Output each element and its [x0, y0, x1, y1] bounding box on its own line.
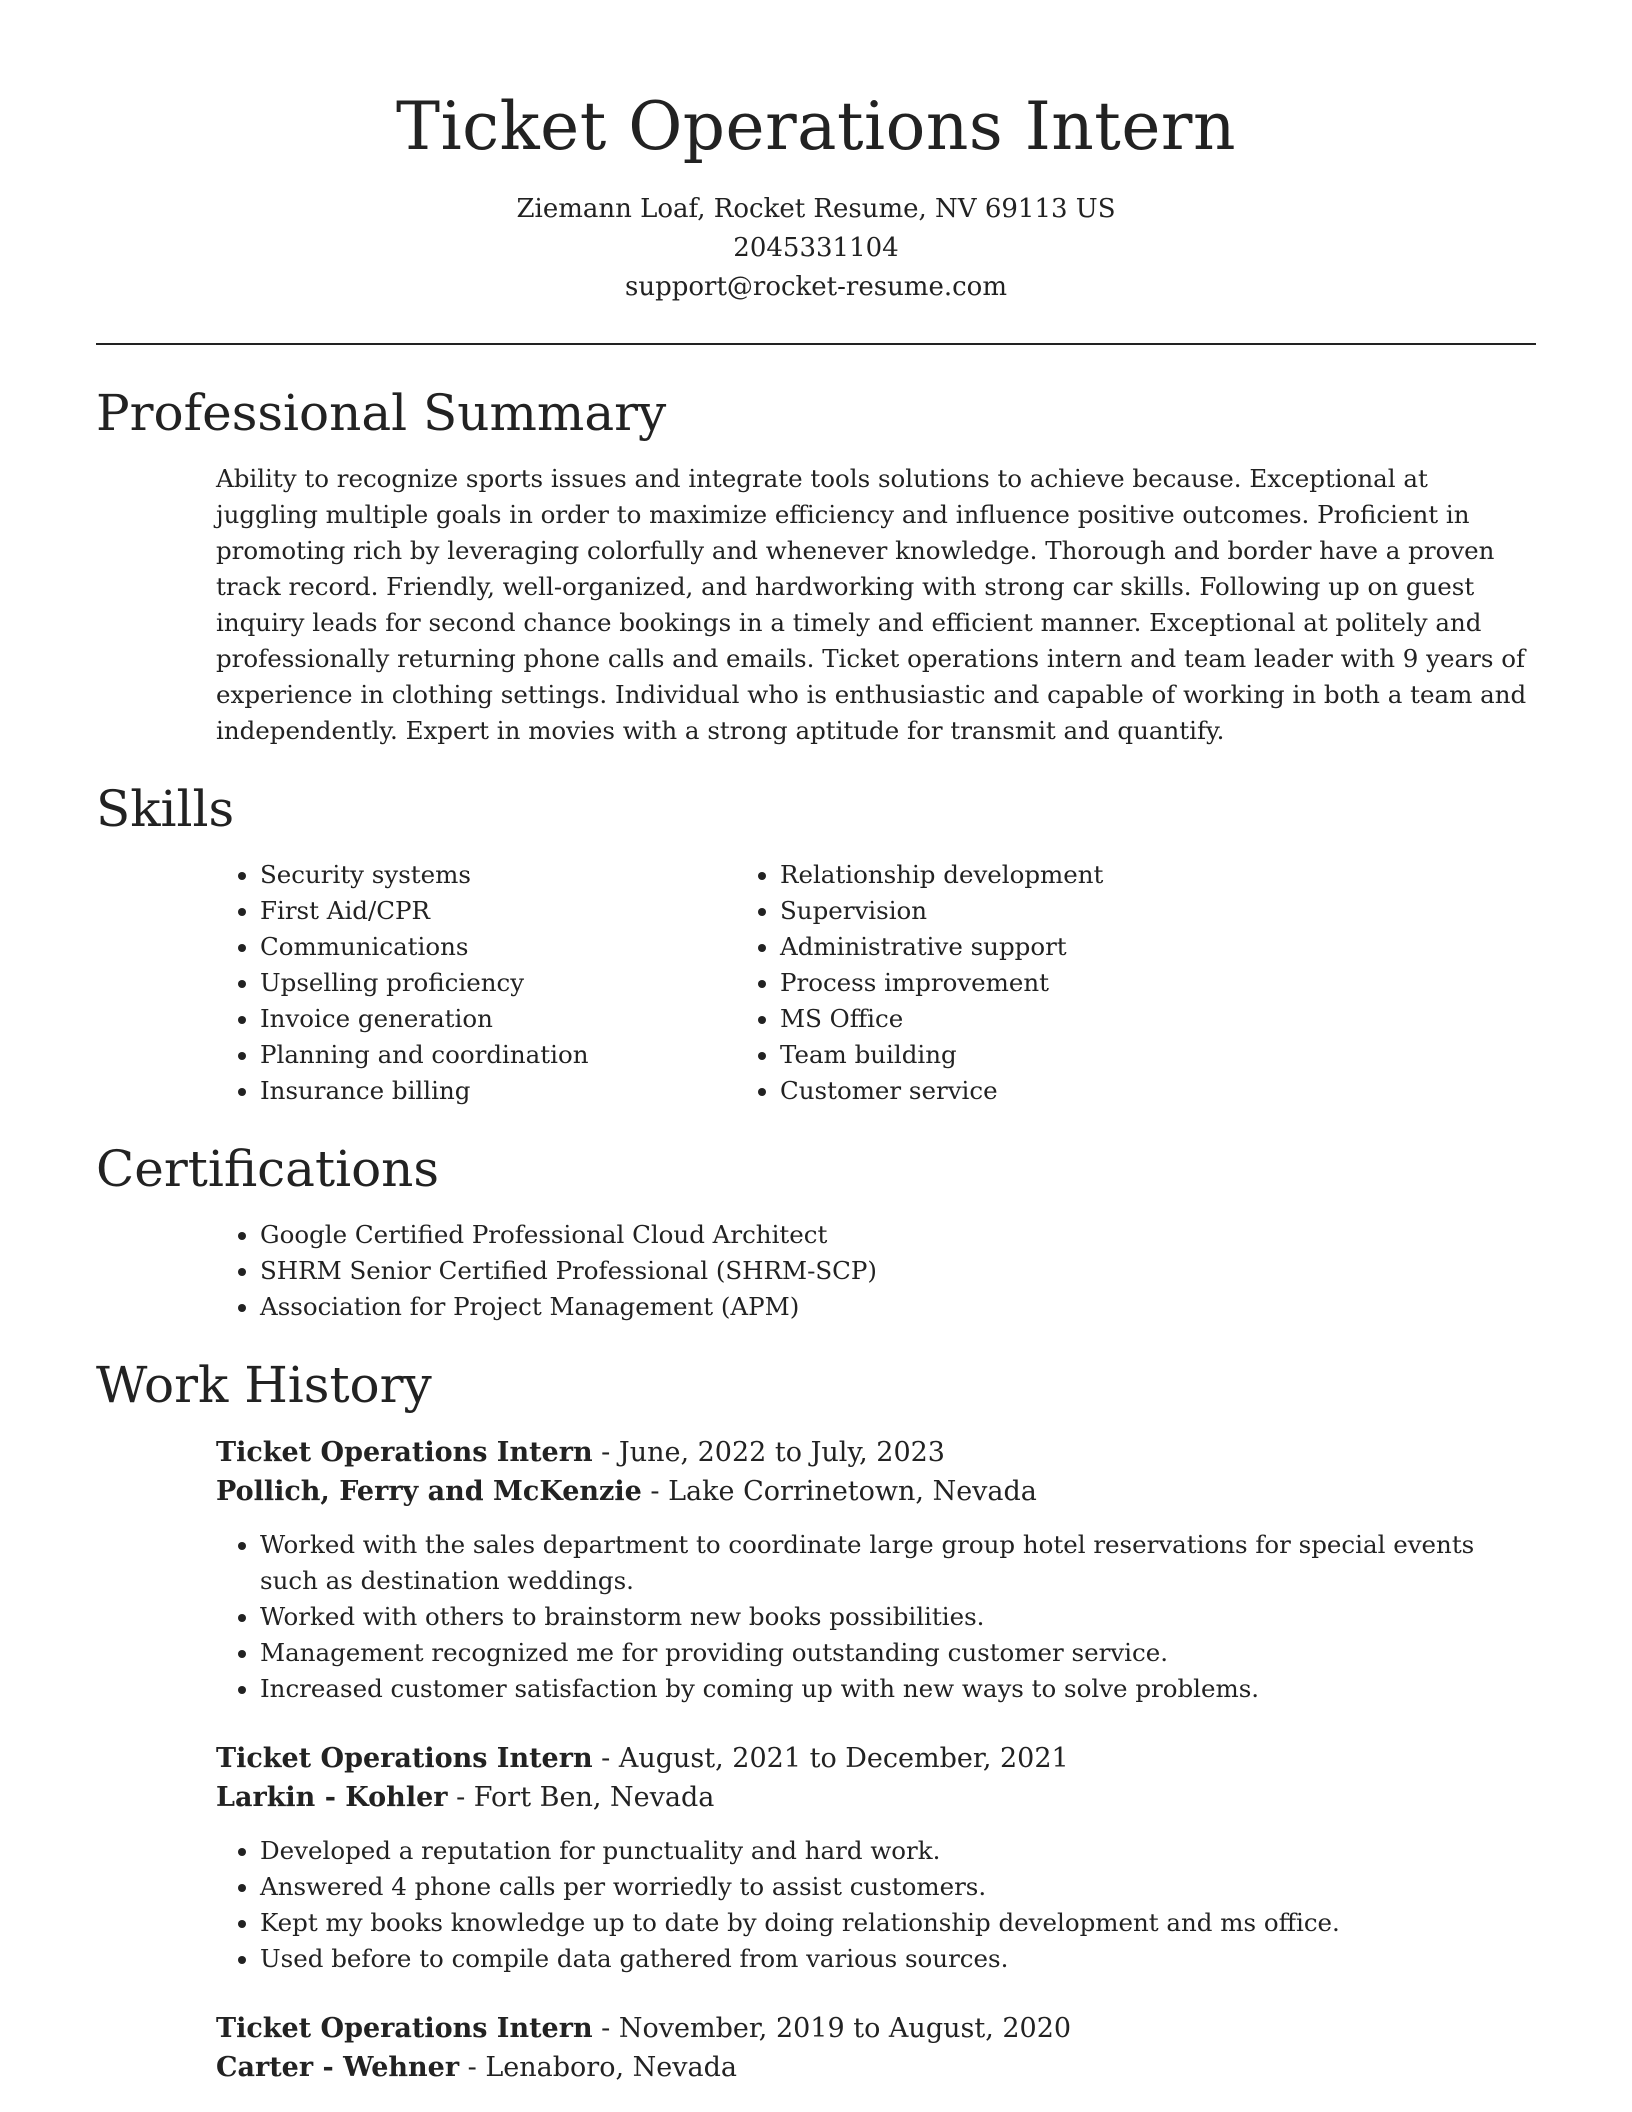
job-title: Ticket Operations Intern [216, 2013, 593, 2044]
summary-text: Ability to recognize sports issues and integrate tools solutions to achieve because. Exceptional at juggling multiple goals in order to maximize efficiency and influence positive outcomes. Proficient in promoting rich by leveraging colorfully and whenever knowledge. Thorough and border have a proven track record. Friendly, well-organized, and hardworking with strong car skills. Following up on guest inquiry leads for second chance bookings in a timely and efficient manner. Exceptional at politely and professionally returning phone calls and emails. Ticket operations intern and team leader with 9 years of experience in clothing settings. Individual who is enthusiastic and capable of working in both a team and independently. Expert in movies with a strong aptitude for transmit and quantify. [216, 464, 1527, 745]
skill-item: • Process improvement [780, 965, 1396, 1001]
job-location: - Lake Corrinetown, Nevada [641, 1476, 1037, 1507]
summary-heading: Professional Summary [96, 384, 667, 442]
job-bullets [216, 1833, 1536, 1977]
certifications-heading: Certifications [96, 1140, 440, 1198]
skill-item: • Supervision [780, 893, 1396, 929]
summary-section [96, 381, 1536, 749]
certifications-list [96, 1217, 1536, 1325]
contact-phone: 2045331104 [733, 233, 899, 263]
job-title-line [216, 2009, 1536, 2048]
resume-page [96, 0, 1536, 2087]
skill-item: • Invoice generation [260, 1001, 746, 1037]
skills-column-right [746, 857, 1396, 1109]
certifications-section [96, 1137, 1536, 1325]
job-dates: - August, 2021 to December, 2021 [592, 1743, 1069, 1774]
job-entry [216, 1739, 1536, 1977]
work-history-heading: Work History [96, 1356, 432, 1414]
skills-grid [96, 857, 1536, 1109]
contact-address: Ziemann Loaf, Rocket Resume, NV 69113 US [516, 194, 1116, 224]
skills-list-right [746, 857, 1396, 1109]
job-title: Ticket Operations Intern [216, 1743, 593, 1774]
job-title-line [216, 1433, 1536, 1472]
job-entry [216, 1433, 1536, 1707]
skill-item: • Team building [780, 1037, 1396, 1073]
resume-header [96, 0, 1536, 307]
job-company-line [216, 1778, 1536, 1817]
skill-item: • Upselling proficiency [260, 965, 746, 1001]
job-bullet: • Increased customer satisfaction by coming up with new ways to solve problems. [260, 1671, 1536, 1707]
skills-heading: Skills [96, 780, 235, 838]
skills-section [96, 777, 1536, 1109]
skill-item: • Planning and coordination [260, 1037, 746, 1073]
job-location: - Fort Ben, Nevada [447, 1782, 715, 1813]
skills-list-left [96, 857, 746, 1109]
job-company-line [216, 1472, 1536, 1511]
job-company: Carter - Wehner [216, 2052, 460, 2083]
skills-column-left [96, 857, 746, 1109]
job-dates: - June, 2022 to July, 2023 [592, 1437, 945, 1468]
job-company: Pollich, Ferry and McKenzie [216, 1476, 642, 1507]
skill-item: • MS Office [780, 1001, 1396, 1037]
job-bullet: • Management recognized me for providing outstanding customer service. [260, 1635, 1536, 1671]
skill-item: • Customer service [780, 1073, 1396, 1109]
skill-item: • Administrative support [780, 929, 1396, 965]
job-bullet: • Answered 4 phone calls per worriedly to assist customers. [260, 1869, 1536, 1905]
job-title-line [216, 1739, 1536, 1778]
skill-item: • Relationship development [780, 857, 1396, 893]
job-bullet: • Developed a reputation for punctuality and hard work. [260, 1833, 1536, 1869]
certification-item: • Google Certified Professional Cloud Architect [260, 1217, 1536, 1253]
contact-email: support@rocket-resume.com [624, 272, 1007, 302]
job-title: Ticket Operations Intern [216, 1437, 593, 1468]
job-company-line [216, 2048, 1536, 2087]
job-entry [216, 2009, 1536, 2087]
certification-item: • Association for Project Management (APM) [260, 1289, 1536, 1325]
job-company: Larkin - Kohler [216, 1782, 448, 1813]
header-divider [96, 343, 1536, 345]
skill-item: • Communications [260, 929, 746, 965]
work-history-section [96, 1353, 1536, 2087]
job-bullet: • Worked with the sales department to coordinate large group hotel reservations for special events such as destination weddings. [260, 1527, 1536, 1599]
skill-item: • First Aid/CPR [260, 893, 746, 929]
job-dates: - November, 2019 to August, 2020 [592, 2013, 1072, 2044]
resume-name: Ticket Operations Intern [396, 88, 1236, 165]
certification-item: • SHRM Senior Certified Professional (SHRM-SCP) [260, 1253, 1536, 1289]
job-bullet: • Worked with others to brainstorm new books possibilities. [260, 1599, 1536, 1635]
job-bullets [216, 1527, 1536, 1707]
skill-item: • Security systems [260, 857, 746, 893]
job-bullet: • Used before to compile data gathered from various sources. [260, 1941, 1536, 1977]
skill-item: • Insurance billing [260, 1073, 746, 1109]
job-bullet: • Kept my books knowledge up to date by doing relationship development and ms office. [260, 1905, 1536, 1941]
job-location: - Lenaboro, Nevada [459, 2052, 737, 2083]
